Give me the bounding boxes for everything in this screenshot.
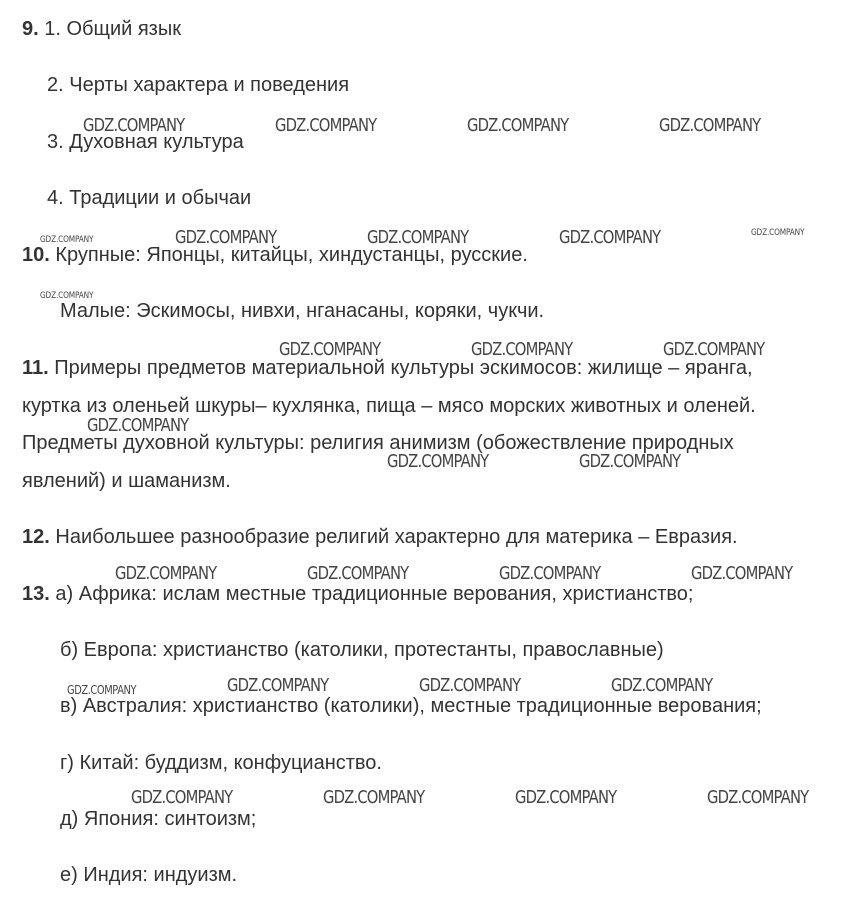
q13-item-f: е) Индия: индуизм. xyxy=(60,864,238,886)
q13-item-c: в) Австралия: христианство (католики), местные традиционные верования; xyxy=(60,695,762,717)
watermark: GDZ.COMPANY xyxy=(323,787,425,808)
q13-item-b: б) Европа: христианство (католики, протестанты, православные) xyxy=(60,639,664,661)
q11-line2: куртка из оленьей шкуры– кухлянка, пища – мясо морских животных и оленей. xyxy=(22,395,756,417)
watermark: GDZ.COMPANY xyxy=(691,563,793,584)
q12-text1: Наибольшее разнообразие религий характерно для материка – Евразия. xyxy=(55,526,738,548)
watermark: GDZ.COMPANY xyxy=(707,787,809,808)
watermark: GDZ.COMPANY xyxy=(83,115,185,136)
q11-line3: Предметы духовной культуры: религия анимизм (обожествление природных xyxy=(22,432,734,454)
q13-line-a xyxy=(22,582,694,606)
q10-text1: Крупные: Японцы, китайцы, хиндустанцы, русские. xyxy=(55,244,528,266)
watermark: GDZ.COMPANY xyxy=(663,339,765,360)
watermark: GDZ.COMPANY xyxy=(275,115,377,136)
watermark: GDZ.COMPANY xyxy=(87,415,189,436)
watermark: GDZ.COMPANY xyxy=(467,115,569,136)
q11-number: 11. xyxy=(22,357,49,379)
watermark: GDZ.COMPANY xyxy=(40,235,94,245)
watermark: GDZ.COMPANY xyxy=(175,227,277,248)
watermark: GDZ.COMPANY xyxy=(515,787,617,808)
watermark: GDZ.COMPANY xyxy=(751,228,805,238)
q10-number: 10. xyxy=(22,244,50,266)
q10-line2: Малые: Эскимосы, нивхи, нганасаны, коряки, чукчи. xyxy=(60,300,545,322)
q9-number: 9. xyxy=(22,18,39,40)
watermark: GDZ.COMPANY xyxy=(40,291,94,301)
watermark: GDZ.COMPANY xyxy=(659,115,761,136)
watermark: GDZ.COMPANY xyxy=(131,787,233,808)
q9-item2: 2. Черты характера и поведения xyxy=(47,74,350,96)
watermark: GDZ.COMPANY xyxy=(279,339,381,360)
watermark: GDZ.COMPANY xyxy=(307,563,409,584)
q11-text1: Примеры предметов материальной культуры эскимосов: жилище – яранга, xyxy=(54,357,753,379)
watermark: GDZ.COMPANY xyxy=(499,563,601,584)
watermark: GDZ.COMPANY xyxy=(387,451,489,472)
q13-item-d: г) Китай: буддизм, конфуцианство. xyxy=(60,752,382,774)
q13-item-e: д) Япония: синтоизм; xyxy=(60,808,257,830)
q9-item3: 3. Духовная культура xyxy=(47,131,244,153)
watermark: GDZ.COMPANY xyxy=(471,339,573,360)
q11-line1 xyxy=(22,356,753,380)
q11-line4: явлений) и шаманизм. xyxy=(22,470,231,492)
q9-item4: 4. Традиции и обычаи xyxy=(47,187,252,209)
watermark: GDZ.COMPANY xyxy=(611,675,713,696)
watermark: GDZ.COMPANY xyxy=(419,675,521,696)
watermark: GDZ.COMPANY xyxy=(367,227,469,248)
q9-item1: 1. Общий язык xyxy=(44,18,181,40)
q13-number: 13. xyxy=(22,583,50,605)
q12-number: 12. xyxy=(22,526,50,548)
watermark: GDZ.COMPANY xyxy=(559,227,661,248)
watermark: GDZ.COMPANY xyxy=(579,451,681,472)
q9-line1 xyxy=(22,17,181,41)
q13-item-a: а) Африка: ислам местные традиционные верования, христианство; xyxy=(55,583,694,605)
watermark: GDZ.COMPANY xyxy=(227,675,329,696)
watermark: GDZ.COMPANY xyxy=(67,683,137,697)
q12-line1 xyxy=(22,525,738,549)
watermark: GDZ.COMPANY xyxy=(115,563,217,584)
